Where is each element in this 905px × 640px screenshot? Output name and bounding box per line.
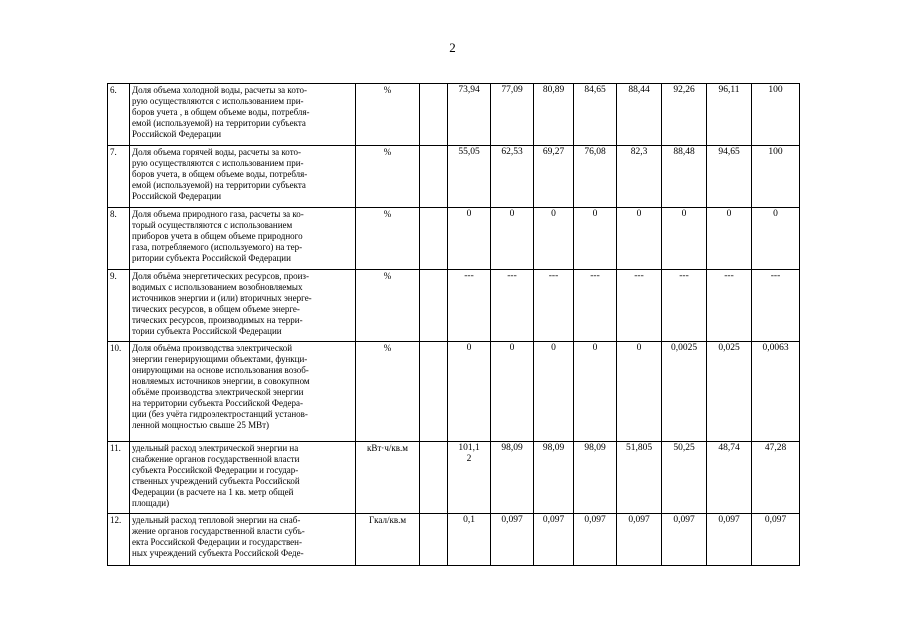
row-number: 6. (108, 84, 130, 146)
value-cell: 0 (617, 208, 662, 270)
row-number: 7. (108, 146, 130, 208)
value-cell: 80,89 (534, 84, 574, 146)
value-cell: 0,097 (707, 514, 752, 566)
unit-cell: кВт·ч/кв.м (356, 442, 420, 514)
indicator-description: удельный расход тепловой энергии на снаб- жение органов государственной власти субъ- екта Российской Федерации и государствен- ных учреждений субъекта Российской Феде- (130, 514, 356, 566)
table-row (108, 270, 800, 342)
value-cell: 62,53 (491, 146, 534, 208)
page-number: 2 (449, 40, 456, 55)
value-cell: 51,805 (617, 442, 662, 514)
value-cell: --- (662, 270, 707, 342)
value-cell: --- (752, 270, 800, 342)
table-body (108, 84, 800, 566)
value-cell: 0 (617, 342, 662, 442)
value-cell: 0 (662, 208, 707, 270)
unit-cell: Гкал/кв.м (356, 514, 420, 566)
value-cell: 0,097 (574, 514, 617, 566)
value-cell: 0 (534, 342, 574, 442)
value-cell: 55,05 (448, 146, 491, 208)
value-cell: 48,74 (707, 442, 752, 514)
value-cell: 0 (534, 208, 574, 270)
value-cell: 0 (448, 208, 491, 270)
unit-cell: % (356, 84, 420, 146)
value-cell: 0 (752, 208, 800, 270)
value-cell: --- (491, 270, 534, 342)
value-cell: 0 (448, 342, 491, 442)
value-cell: 82,3 (617, 146, 662, 208)
value-cell: 101,1 2 (448, 442, 491, 514)
value-cell: 0 (491, 208, 534, 270)
value-cell: --- (574, 270, 617, 342)
indicator-description: Доля объема природного газа, расчеты за ко- торый осуществляются с использованием приборов учета в общем объеме природного газа, потребляемого (используемого) на тер- ритории субъекта Российской Федерации (130, 208, 356, 270)
empty-cell (420, 514, 448, 566)
value-cell: 100 (752, 146, 800, 208)
value-cell: 0,097 (534, 514, 574, 566)
value-cell: 50,25 (662, 442, 707, 514)
unit-cell: % (356, 270, 420, 342)
value-cell: 76,08 (574, 146, 617, 208)
value-cell: 77,09 (491, 84, 534, 146)
value-cell: 98,09 (491, 442, 534, 514)
value-cell: 0,097 (752, 514, 800, 566)
value-cell: 0,097 (491, 514, 534, 566)
value-cell: 94,65 (707, 146, 752, 208)
value-cell: 84,65 (574, 84, 617, 146)
indicators-table (107, 83, 800, 566)
value-cell: 98,09 (574, 442, 617, 514)
indicator-description: удельный расход электрической энергии на снабжение органов государственной власти субъекта Российской Федерации и государ- ственных учреждений субъекта Российской Федерации (в расчете на 1 кв. метр общей площади) (130, 442, 356, 514)
table-row (108, 342, 800, 442)
value-cell: 100 (752, 84, 800, 146)
value-cell: 0,097 (617, 514, 662, 566)
value-cell: 0 (707, 208, 752, 270)
value-cell: 69,27 (534, 146, 574, 208)
empty-cell (420, 342, 448, 442)
value-cell: 88,48 (662, 146, 707, 208)
empty-cell (420, 442, 448, 514)
indicator-description: Доля объёма производства электрической энергии генерирующими объектами, функци- онирующими на основе использования возоб- новляемых источников энергии, в совокупном объёме производства электрической энергии на территории субъекта Российской Федера- ции (без учёта гидроэлектростанций установ- ленной мощностью свыше 25 МВт) (130, 342, 356, 442)
row-number: 10. (108, 342, 130, 442)
value-cell: 0 (574, 208, 617, 270)
value-cell: 96,11 (707, 84, 752, 146)
table-row (108, 208, 800, 270)
row-number: 12. (108, 514, 130, 566)
empty-cell (420, 270, 448, 342)
indicator-description: Доля объема холодной воды, расчеты за кото- рую осуществляются с использованием при- боров учета , в общем объеме воды, потребля- емой (используемой) на территории субъекта Российской Федерации (130, 84, 356, 146)
value-cell: 0,0025 (662, 342, 707, 442)
value-cell: --- (534, 270, 574, 342)
value-cell: 73,94 (448, 84, 491, 146)
empty-cell (420, 84, 448, 146)
unit-cell: % (356, 342, 420, 442)
row-number: 9. (108, 270, 130, 342)
unit-cell: % (356, 146, 420, 208)
empty-cell (420, 146, 448, 208)
table-row (108, 146, 800, 208)
value-cell: --- (617, 270, 662, 342)
table-row (108, 84, 800, 146)
value-cell: 0,025 (707, 342, 752, 442)
value-cell: 92,26 (662, 84, 707, 146)
value-cell: --- (707, 270, 752, 342)
value-cell: 0,097 (662, 514, 707, 566)
table-row (108, 514, 800, 566)
value-cell: 0 (491, 342, 534, 442)
value-cell: 0 (574, 342, 617, 442)
value-cell: 0,1 (448, 514, 491, 566)
value-cell: 98,09 (534, 442, 574, 514)
row-number: 8. (108, 208, 130, 270)
value-cell: 47,28 (752, 442, 800, 514)
unit-cell: % (356, 208, 420, 270)
row-number: 11. (108, 442, 130, 514)
value-cell: 88,44 (617, 84, 662, 146)
table-row (108, 442, 800, 514)
value-cell: 0,0063 (752, 342, 800, 442)
value-cell: --- (448, 270, 491, 342)
empty-cell (420, 208, 448, 270)
indicator-description: Доля объема горячей воды, расчеты за кото- рую осуществляются с использованием при- боров учета, в общем объеме воды, потребля- емой (используемой) на территории субъекта Российской Федерации (130, 146, 356, 208)
indicator-description: Доля объёма энергетических ресурсов, произ- водимых с использованием возобновляемых источников энергии и (или) вторичных энерге- тических ресурсов, в общем объеме энерге- тических ресурсов, производимых на терри- тории субъекта Российской Федерации (130, 270, 356, 342)
